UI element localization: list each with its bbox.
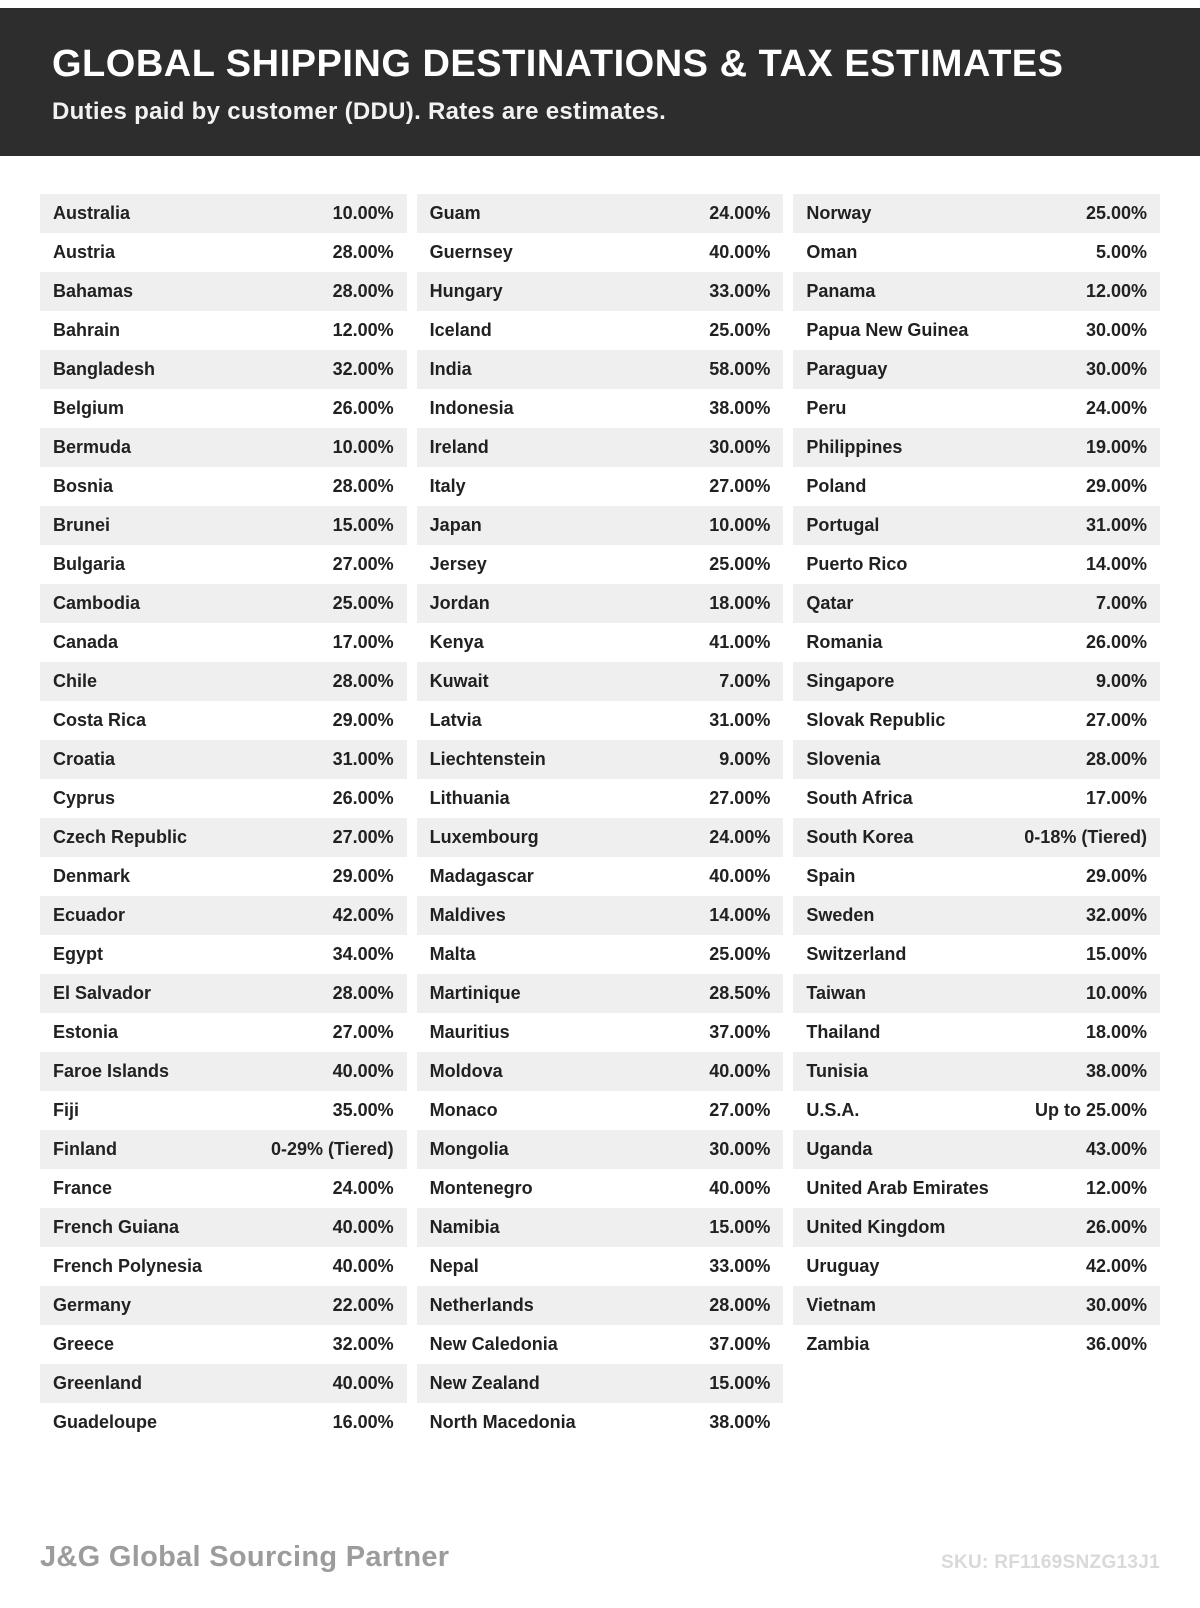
table-row: [417, 623, 784, 662]
country-label: United Arab Emirates: [806, 1177, 989, 1198]
country-label: Egypt: [53, 943, 104, 964]
country-label: France: [53, 1177, 113, 1198]
table-row: [417, 779, 784, 818]
table-row: [793, 1247, 1160, 1286]
rate-value: 7.00%: [719, 670, 771, 691]
country-label: Estonia: [53, 1021, 119, 1042]
rate-value: 28.00%: [1085, 748, 1148, 769]
country-label: Jordan: [429, 592, 490, 613]
country-label: Jersey: [429, 553, 487, 574]
table-row: [793, 194, 1160, 233]
country-label: Mongolia: [429, 1138, 509, 1159]
table-row: [40, 194, 407, 233]
rate-value: 15.00%: [1085, 943, 1148, 964]
table-row: [417, 1286, 784, 1325]
country-label: South Africa: [806, 787, 913, 808]
country-label: Montenegro: [429, 1177, 533, 1198]
table-row: [417, 428, 784, 467]
rate-value: 40.00%: [709, 865, 771, 886]
table-row: [40, 584, 407, 623]
rate-value: 30.00%: [1085, 1294, 1148, 1315]
rate-value: 22.00%: [332, 1294, 394, 1315]
country-label: Ireland: [429, 436, 489, 457]
rate-value: 0-29% (Tiered): [270, 1138, 394, 1159]
table-row: [40, 1247, 407, 1286]
country-label: Poland: [806, 475, 867, 496]
table-row: [793, 467, 1160, 506]
country-label: Liechtenstein: [429, 748, 546, 769]
country-label: Bulgaria: [53, 553, 126, 574]
country-label: Lithuania: [429, 787, 510, 808]
country-label: Monaco: [429, 1099, 498, 1120]
table-row: [417, 1247, 784, 1286]
table-row: [40, 233, 407, 272]
country-label: United Kingdom: [806, 1216, 946, 1237]
table-row: [793, 779, 1160, 818]
table-row: [793, 272, 1160, 311]
table-row: [40, 1403, 407, 1442]
rate-value: 19.00%: [1085, 436, 1148, 457]
page-subtitle: Duties paid by customer (DDU). Rates are estimates.: [52, 97, 667, 125]
table-row: [40, 623, 407, 662]
country-label: Malta: [429, 943, 476, 964]
table-row: [793, 935, 1160, 974]
rate-value: 25.00%: [709, 319, 771, 340]
table-row: [793, 740, 1160, 779]
rate-value: 10.00%: [332, 436, 394, 457]
country-label: Sweden: [806, 904, 875, 925]
country-label: Indonesia: [429, 397, 514, 418]
rate-column-2: [417, 194, 784, 1442]
rate-value: 27.00%: [332, 826, 394, 847]
rate-value: Up to 25.00%: [1034, 1099, 1148, 1120]
table-row: [40, 779, 407, 818]
country-label: Panama: [806, 280, 876, 301]
country-label: Guam: [429, 202, 481, 223]
country-label: Spain: [806, 865, 856, 886]
rate-value: 25.00%: [709, 943, 771, 964]
page-title: GLOBAL SHIPPING DESTINATIONS & TAX ESTIMATES: [52, 43, 1064, 85]
table-row: [417, 1403, 784, 1442]
table-row: [793, 896, 1160, 935]
country-label: Puerto Rico: [806, 553, 908, 574]
country-label: Switzerland: [806, 943, 907, 964]
table-row: [417, 1325, 784, 1364]
rate-value: 25.00%: [1085, 202, 1148, 223]
rate-value: 40.00%: [332, 1216, 394, 1237]
rate-value: 28.00%: [332, 670, 394, 691]
country-label: French Polynesia: [53, 1255, 203, 1276]
rate-value: 7.00%: [1095, 592, 1148, 613]
country-label: Nepal: [429, 1255, 479, 1276]
table-row: [793, 428, 1160, 467]
rate-value: 29.00%: [1085, 475, 1148, 496]
rate-value: 58.00%: [709, 358, 771, 379]
rate-value: 26.00%: [332, 787, 394, 808]
country-label: Uganda: [806, 1138, 873, 1159]
table-row: [40, 1130, 407, 1169]
rate-value: 40.00%: [332, 1255, 394, 1276]
rate-value: 33.00%: [709, 1255, 771, 1276]
table-row: [417, 935, 784, 974]
rate-value: 16.00%: [332, 1411, 394, 1432]
table-row: [793, 1091, 1160, 1130]
table-row: [417, 1091, 784, 1130]
country-label: El Salvador: [53, 982, 152, 1003]
rate-value: 40.00%: [332, 1060, 394, 1081]
rate-value: 40.00%: [332, 1372, 394, 1393]
table-row: [417, 662, 784, 701]
table-row: [793, 1286, 1160, 1325]
country-label: Paraguay: [806, 358, 888, 379]
rate-value: 15.00%: [709, 1216, 771, 1237]
country-label: Romania: [806, 631, 883, 652]
rate-value: 40.00%: [709, 1060, 771, 1081]
table-row: [40, 818, 407, 857]
table-row: [793, 623, 1160, 662]
rate-value: 25.00%: [709, 553, 771, 574]
rate-value: 24.00%: [709, 202, 771, 223]
country-label: Greece: [53, 1333, 115, 1354]
country-label: Chile: [53, 670, 98, 691]
sku-label: SKU: RF1169SNZG13J1: [940, 1552, 1160, 1573]
country-label: Denmark: [53, 865, 131, 886]
table-row: [40, 662, 407, 701]
table-row: [40, 1052, 407, 1091]
table-row: [40, 701, 407, 740]
table-row: [793, 311, 1160, 350]
country-label: Iceland: [429, 319, 492, 340]
country-label: India: [429, 358, 472, 379]
country-label: Bermuda: [53, 436, 132, 457]
country-label: Uruguay: [806, 1255, 880, 1276]
country-label: Zambia: [806, 1333, 870, 1354]
table-row: [417, 311, 784, 350]
table-row: [40, 1091, 407, 1130]
rate-value: 26.00%: [1085, 1216, 1148, 1237]
country-label: Cyprus: [53, 787, 116, 808]
country-label: Bangladesh: [53, 358, 156, 379]
country-label: Slovak Republic: [806, 709, 946, 730]
table-row: [417, 857, 784, 896]
rate-value: 14.00%: [1085, 553, 1148, 574]
country-label: Guadeloupe: [53, 1411, 158, 1432]
rate-value: 37.00%: [709, 1021, 771, 1042]
table-row: [40, 272, 407, 311]
rate-value: 18.00%: [1085, 1021, 1148, 1042]
country-label: Germany: [53, 1294, 132, 1315]
table-row: [40, 935, 407, 974]
table-row: [40, 467, 407, 506]
country-label: Faroe Islands: [53, 1060, 170, 1081]
rate-value: 27.00%: [709, 475, 771, 496]
table-row: [793, 1013, 1160, 1052]
country-label: Madagascar: [429, 865, 534, 886]
rate-value: 40.00%: [709, 1177, 771, 1198]
table-row: [793, 662, 1160, 701]
country-label: South Korea: [806, 826, 914, 847]
table-row: [793, 701, 1160, 740]
country-label: Costa Rica: [53, 709, 147, 730]
rate-value: 31.00%: [1085, 514, 1148, 535]
country-label: Belgium: [53, 397, 125, 418]
table-row: [793, 1169, 1160, 1208]
country-label: Bosnia: [53, 475, 114, 496]
table-row: [40, 1286, 407, 1325]
table-row: [793, 857, 1160, 896]
table-row: [40, 311, 407, 350]
country-label: Martinique: [429, 982, 521, 1003]
table-row: [417, 1169, 784, 1208]
country-label: Singapore: [806, 670, 895, 691]
rate-value: 27.00%: [332, 1021, 394, 1042]
rate-value: 15.00%: [709, 1372, 771, 1393]
country-label: Papua New Guinea: [806, 319, 969, 340]
table-row: [793, 506, 1160, 545]
rate-value: 15.00%: [332, 514, 394, 535]
rate-value: 9.00%: [1095, 670, 1148, 691]
rate-value: 28.00%: [332, 241, 394, 262]
country-label: Slovenia: [806, 748, 881, 769]
country-label: Czech Republic: [53, 826, 188, 847]
rates-table: [40, 194, 1160, 1442]
country-label: Portugal: [806, 514, 880, 535]
rate-value: 26.00%: [332, 397, 394, 418]
table-row: [417, 896, 784, 935]
table-row: [40, 506, 407, 545]
table-row: [793, 233, 1160, 272]
rate-value: 27.00%: [1085, 709, 1148, 730]
country-label: Hungary: [429, 280, 503, 301]
table-row: [40, 545, 407, 584]
country-label: Canada: [53, 631, 119, 652]
country-label: Brunei: [53, 514, 111, 535]
country-label: Italy: [429, 475, 466, 496]
rate-value: 40.00%: [709, 241, 771, 262]
country-label: Mauritius: [429, 1021, 510, 1042]
infographic-page: [0, 8, 1200, 1573]
table-row: [40, 857, 407, 896]
country-label: Fiji: [53, 1099, 79, 1120]
rate-value: 27.00%: [332, 553, 394, 574]
rate-value: 29.00%: [332, 865, 394, 886]
rate-column-1: [40, 194, 407, 1442]
country-label: Bahamas: [53, 280, 134, 301]
country-label: Croatia: [53, 748, 116, 769]
rate-value: 17.00%: [332, 631, 394, 652]
country-label: French Guiana: [53, 1216, 180, 1237]
country-label: Greenland: [53, 1372, 143, 1393]
rate-value: 30.00%: [1085, 319, 1148, 340]
table-row: [793, 818, 1160, 857]
rate-value: 37.00%: [709, 1333, 771, 1354]
table-row: [417, 1052, 784, 1091]
table-row: [417, 389, 784, 428]
rate-value: 24.00%: [709, 826, 771, 847]
table-row: [40, 1208, 407, 1247]
country-label: New Caledonia: [429, 1333, 558, 1354]
table-row: [40, 974, 407, 1013]
country-label: Namibia: [429, 1216, 500, 1237]
table-row: [417, 1013, 784, 1052]
rate-value: 12.00%: [1085, 1177, 1148, 1198]
table-row: [417, 974, 784, 1013]
rate-value: 32.00%: [1085, 904, 1148, 925]
rate-value: 32.00%: [332, 1333, 394, 1354]
rate-column-3: [793, 194, 1160, 1442]
table-row: [793, 1208, 1160, 1247]
country-label: Australia: [53, 202, 131, 223]
table-row: [793, 974, 1160, 1013]
table-row: [417, 584, 784, 623]
table-row: [417, 1208, 784, 1247]
brand-name: J&G Global Sourcing Partner: [40, 1541, 450, 1573]
rate-value: 27.00%: [709, 787, 771, 808]
table-row: [40, 389, 407, 428]
rate-value: 31.00%: [709, 709, 771, 730]
country-label: Austria: [53, 241, 116, 262]
table-row: [40, 428, 407, 467]
country-label: Cambodia: [53, 592, 141, 613]
table-row: [417, 1130, 784, 1169]
country-label: Moldova: [429, 1060, 503, 1081]
rate-value: 38.00%: [709, 397, 771, 418]
table-row: [40, 1013, 407, 1052]
table-row: [417, 506, 784, 545]
rate-value: 32.00%: [332, 358, 394, 379]
country-label: U.S.A.: [806, 1099, 860, 1120]
rate-value: 30.00%: [1085, 358, 1148, 379]
rate-value: 30.00%: [709, 436, 771, 457]
country-label: Kenya: [429, 631, 484, 652]
rate-value: 31.00%: [332, 748, 394, 769]
country-label: Finland: [53, 1138, 117, 1159]
table-row: [417, 545, 784, 584]
rate-value: 35.00%: [332, 1099, 394, 1120]
rate-value: 28.00%: [709, 1294, 771, 1315]
country-label: Japan: [429, 514, 482, 535]
country-label: Kuwait: [429, 670, 489, 691]
table-row: [417, 233, 784, 272]
rate-value: 12.00%: [1085, 280, 1148, 301]
rate-value: 28.50%: [709, 982, 771, 1003]
table-row: [417, 194, 784, 233]
table-row: [417, 818, 784, 857]
table-row: [40, 896, 407, 935]
table-row: [793, 545, 1160, 584]
rate-value: 34.00%: [332, 943, 394, 964]
table-row: [793, 1130, 1160, 1169]
country-label: Peru: [806, 397, 847, 418]
table-row: [40, 1325, 407, 1364]
table-row: [40, 1364, 407, 1403]
table-row: [793, 1325, 1160, 1364]
rate-value: 41.00%: [709, 631, 771, 652]
rate-value: 10.00%: [709, 514, 771, 535]
rate-value: 18.00%: [709, 592, 771, 613]
rate-value: 10.00%: [332, 202, 394, 223]
rate-value: 28.00%: [332, 280, 394, 301]
country-label: Latvia: [429, 709, 482, 730]
table-row: [40, 1169, 407, 1208]
rate-value: 9.00%: [719, 748, 771, 769]
country-label: Ecuador: [53, 904, 126, 925]
table-row: [793, 350, 1160, 389]
rate-value: 25.00%: [332, 592, 394, 613]
country-label: Luxembourg: [429, 826, 539, 847]
country-label: Netherlands: [429, 1294, 534, 1315]
rate-value: 26.00%: [1085, 631, 1148, 652]
rate-value: 38.00%: [1085, 1060, 1148, 1081]
country-label: Tunisia: [806, 1060, 869, 1081]
table-row: [417, 701, 784, 740]
country-label: Philippines: [806, 436, 903, 457]
country-label: Oman: [806, 241, 858, 262]
table-row: [40, 350, 407, 389]
country-label: Thailand: [806, 1021, 881, 1042]
table-row: [417, 467, 784, 506]
table-row: [417, 1364, 784, 1403]
rate-value: 14.00%: [709, 904, 771, 925]
country-label: Guernsey: [429, 241, 513, 262]
rate-value: 10.00%: [1085, 982, 1148, 1003]
table-row: [40, 740, 407, 779]
table-row: [793, 389, 1160, 428]
rate-value: 0-18% (Tiered): [1024, 826, 1148, 847]
rate-value: 12.00%: [332, 319, 394, 340]
rate-value: 38.00%: [709, 1411, 771, 1432]
rate-value: 29.00%: [1085, 865, 1148, 886]
rate-value: 29.00%: [332, 709, 394, 730]
table-row: [417, 350, 784, 389]
rate-value: 30.00%: [709, 1138, 771, 1159]
table-row: [793, 584, 1160, 623]
rate-value: 43.00%: [1085, 1138, 1148, 1159]
rate-value: 24.00%: [332, 1177, 394, 1198]
country-label: Norway: [806, 202, 872, 223]
country-label: Bahrain: [53, 319, 121, 340]
table-row: [793, 1052, 1160, 1091]
country-label: New Zealand: [429, 1372, 540, 1393]
rate-value: 42.00%: [332, 904, 394, 925]
country-label: Vietnam: [806, 1294, 877, 1315]
rate-value: 24.00%: [1085, 397, 1148, 418]
country-label: Maldives: [429, 904, 506, 925]
rate-value: 33.00%: [709, 280, 771, 301]
rate-value: 17.00%: [1085, 787, 1148, 808]
rate-value: 36.00%: [1085, 1333, 1148, 1354]
country-label: Taiwan: [806, 982, 867, 1003]
rate-value: 42.00%: [1085, 1255, 1148, 1276]
country-label: North Macedonia: [429, 1411, 576, 1432]
rate-value: 28.00%: [332, 475, 394, 496]
table-row: [417, 272, 784, 311]
table-row: [417, 740, 784, 779]
rate-value: 27.00%: [709, 1099, 771, 1120]
footer: [40, 1541, 1160, 1574]
rate-value: 28.00%: [332, 982, 394, 1003]
rate-value: 5.00%: [1095, 241, 1148, 262]
header-banner: [0, 8, 1200, 156]
country-label: Qatar: [806, 592, 854, 613]
